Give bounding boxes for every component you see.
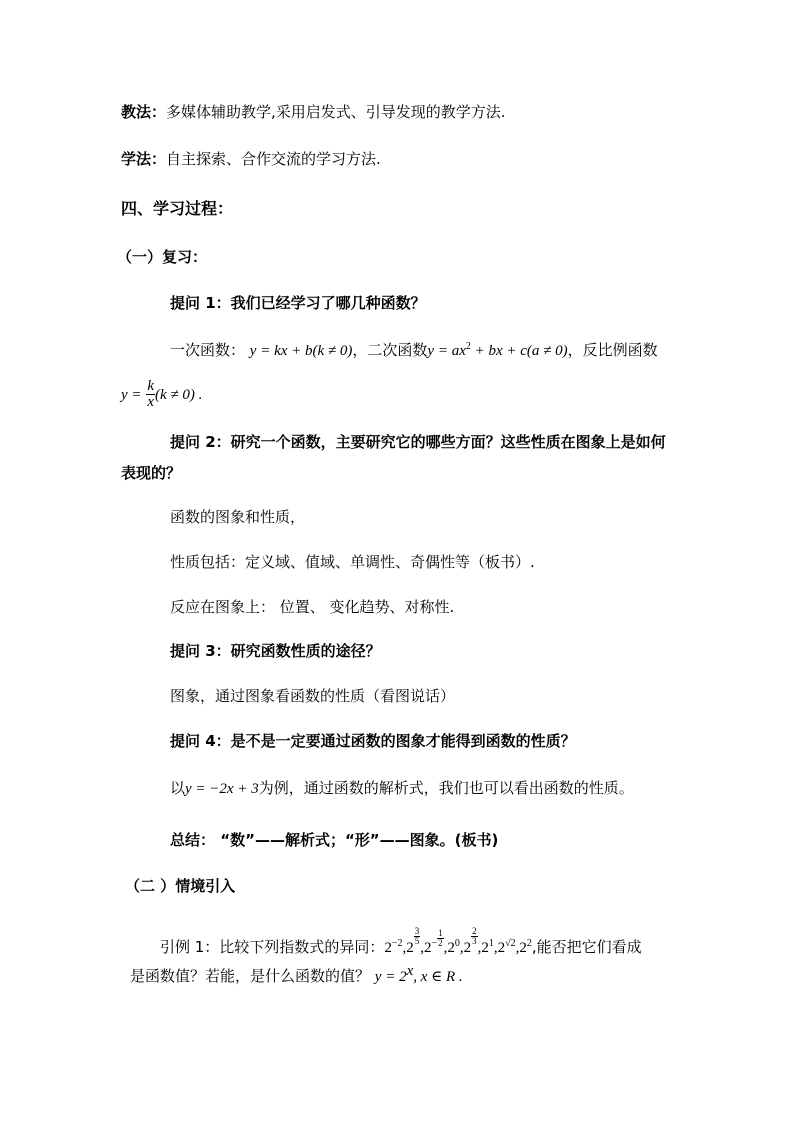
study-method-text: 自主探索、合作交流的学习方法.: [166, 150, 381, 168]
quadratic-label: ，二次函数: [352, 341, 428, 359]
answer-2-1: 函数的图象和性质，: [170, 508, 306, 526]
answer-4-prefix: 以: [170, 779, 186, 797]
question-1: 提问 1：我们已经学习了哪几种函数？: [170, 294, 426, 312]
linear-formula: y = kx + b(k ≠ 0): [249, 343, 353, 359]
summary: 总结： “数”——解析式；“形”——图象。(板书): [170, 831, 499, 849]
answer-4-formula: y = −2x + 3: [185, 781, 259, 797]
inverse-fraction: [146, 379, 155, 410]
answer-4-suffix: 为例，通过函数的解析式，我们也可以看出函数的性质。: [258, 779, 634, 797]
example-1-suffix: ,能否把它们看成: [531, 938, 642, 956]
example-1-exponent-x: x: [406, 963, 414, 979]
example-1-line-1: [160, 927, 642, 958]
inverse-numerator: k: [147, 378, 154, 394]
intro-heading: （二 ）情境引入: [125, 877, 236, 895]
example-1-question: 是函数值？若能，是什么函数的值？: [130, 967, 371, 985]
question-2-line-1: 提问 2：研究一个函数，主要研究它的哪些方面？这些性质在图象上是如何: [170, 433, 666, 451]
teach-method: [121, 102, 506, 122]
quadratic-formula-a: y = ax: [427, 343, 466, 359]
teach-method-text: 多媒体辅助教学,采用启发式、引导发现的教学方法.: [166, 103, 506, 121]
review-heading: （一）复习：: [117, 248, 208, 266]
inverse-condition: (k ≠ 0) .: [154, 387, 203, 403]
example-1-line-2: [130, 963, 463, 987]
inverse-denominator: x: [147, 394, 154, 410]
study-method: [121, 149, 381, 169]
answer-1: [170, 340, 658, 361]
quadratic-formula-b: + bx + c(a ≠ 0): [470, 343, 568, 359]
exponent-list: $2^{-2},2$ $\frac{3}{5}$ $,2^{- \frac{1}{2}}$ $,2^0,2$ $\frac{2}{3}$ $,2^1,2^{√2},2^2$: [384, 926, 532, 956]
answer-2-3: 反应在图象上： 位置、 变化趋势、对称性.: [170, 598, 455, 616]
question-4: 提问 4：是不是一定要通过函数的图象才能得到函数的性质？: [170, 732, 576, 750]
question-2-line-2: 表现的？: [121, 464, 182, 482]
study-method-label: 学法：: [121, 150, 167, 168]
inverse-label: ，反比例函数: [567, 341, 658, 359]
answer-4: [170, 778, 634, 799]
example-1-prefix: 引例 1：比较下列指数式的异同：: [160, 938, 385, 956]
linear-label: 一次函数：: [170, 341, 246, 359]
section-heading-learning-process: 四、学习过程：: [121, 199, 234, 218]
answer-3: 图象，通过图象看函数的性质（看图说话）: [170, 687, 456, 705]
answer-2-2: 性质包括：定义域、值域、单调性、奇偶性等（板书）.: [170, 553, 535, 571]
example-1-domain: , x ∈ R .: [413, 969, 463, 985]
example-1-function: y = 2: [374, 969, 407, 985]
question-3: 提问 3：研究函数性质的途径？: [170, 642, 381, 660]
teach-method-label: 教法：: [121, 103, 167, 121]
answer-1-inverse: [121, 377, 202, 412]
quadratic-exponent: 2: [465, 341, 471, 352]
inverse-y: y =: [121, 387, 142, 403]
